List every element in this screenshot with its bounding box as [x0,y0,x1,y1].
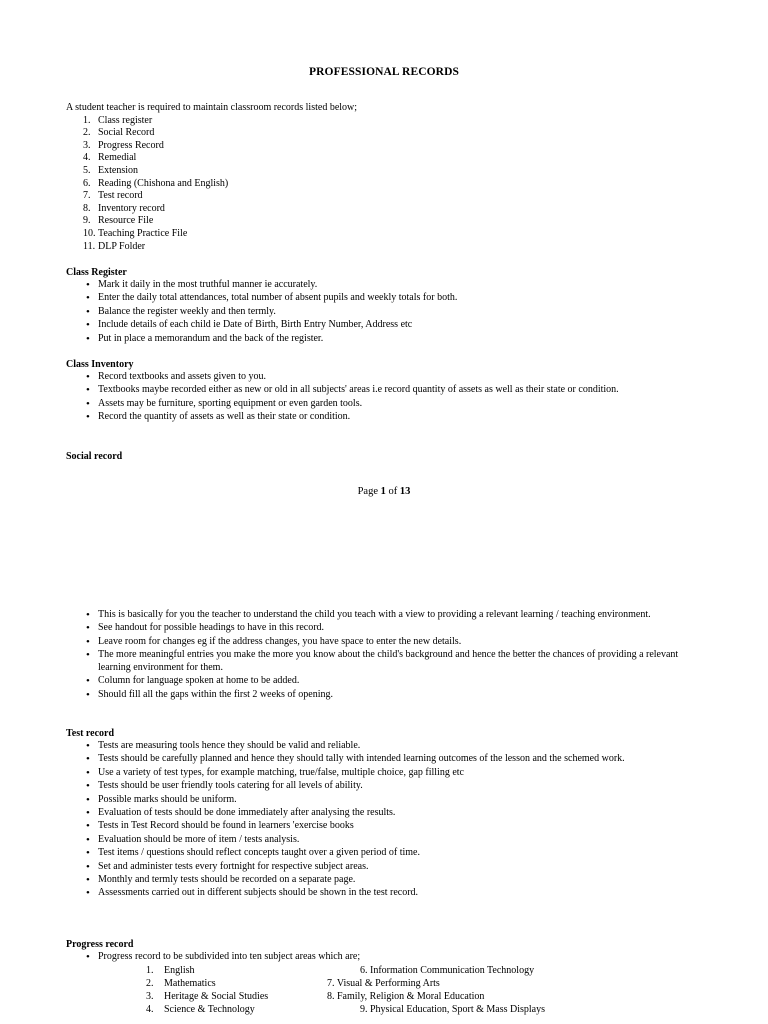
list-number: 6. [83,177,91,189]
list-number: 1. [83,114,91,126]
subject-right: 6. Information Communication Technology [360,965,535,976]
list-number: 10. [83,227,96,239]
list-text: Extension [98,164,138,176]
list-text: Reading (Chishona and English) [98,177,229,189]
list-item: • Test items / questions should reflect concepts taught over a given period of time. [66,847,706,860]
subject-row [146,977,586,990]
subject-left [146,990,268,1003]
list-item: • Include details of each child ie Date of Birth, Birth Entry Number, Address etc [66,319,706,332]
bullet-list [66,609,706,702]
bullet-list [66,740,706,900]
list-text: Class register [98,114,153,126]
list-item [66,178,706,191]
list-number: 2. [83,127,91,139]
list-item: • Possible marks should be uniform. [66,794,706,807]
subject-left [146,1003,255,1016]
list-item: • Mark it daily in the most truthful manner ie accurately. [66,279,706,292]
list-number: 4. [83,152,91,164]
section-heading: Class Inventory [66,359,134,370]
list-number: 9. [83,215,91,227]
progress-record-section [66,938,706,964]
list-number: 5. [83,164,91,176]
subject-number: 4. [146,1004,154,1015]
section-heading: Progress record [66,939,134,950]
social-record-section [66,609,706,702]
subject-name: Heritage & Social Studies [164,991,269,1002]
subjects-list [146,964,586,1016]
list-item: • Leave room for changes eg if the address changes, you have space to enter the new details. [66,636,706,649]
subject-row [146,990,586,1003]
section-heading: Test record [66,728,115,739]
list-item: • Balance the register weekly and then termly. [66,306,706,319]
records-list [66,115,706,254]
list-number: 11. [83,240,96,252]
bullet-list [66,371,706,424]
list-item [66,115,706,128]
list-item: • Tests are measuring tools hence they should be valid and reliable. [66,740,706,753]
test-record-section [66,727,706,901]
list-item: • Monthly and termly tests should be recorded on a separate page. [66,874,706,887]
intro-text: A student teacher is required to maintain classroom records listed below; [66,102,358,113]
list-item [66,215,706,228]
list-item: • This is basically for you the teacher to understand the child you teach with a view to providing a relevant learning / teaching environment. [66,609,706,622]
list-item [66,228,706,241]
section-heading: Class Register [66,267,127,278]
list-text: Test record [98,190,143,202]
list-text: Social Record [98,127,155,139]
subject-left [146,977,216,990]
list-item: • Tests in Test Record should be found in learners 'exercise books [66,820,706,833]
list-item: • Evaluation of tests should be done immediately after analysing the results. [66,807,706,820]
list-item: • Should fill all the gaps within the first 2 weeks of opening. [66,689,706,702]
intro-section [66,102,706,253]
list-text: DLP Folder [98,240,146,252]
list-text: Teaching Practice File [98,227,188,239]
subject-number: 2. [146,978,154,989]
bullet-list [66,951,706,964]
list-item [66,165,706,178]
subject-left [146,964,195,977]
list-text: Inventory record [98,202,165,214]
subject-row [146,964,586,977]
subject-right: 8. Family, Religion & Moral Education [327,991,485,1002]
list-item: • Put in place a memorandum and the back of the register. [66,333,706,346]
list-number: 3. [83,139,91,151]
page-label: Page [357,486,381,497]
class-inventory-section [66,358,706,425]
page-of: of [385,486,400,497]
list-item: • Assets may be furniture, sporting equipment or even garden tools. [66,398,706,411]
list-text: Resource File [98,215,154,227]
list-item: • Evaluation should be more of item / tests analysis. [66,834,706,847]
list-text: Remedial [98,152,137,164]
list-item [66,190,706,203]
subject-number: 3. [146,991,154,1002]
list-item [66,203,706,216]
social-record-heading-block [66,450,706,463]
document-title: PROFESSIONAL RECORDS [309,66,459,78]
bullet-list [66,279,706,345]
list-item [66,152,706,165]
subject-name: Science & Technology [164,1004,255,1015]
list-item: • Textbooks maybe recorded either as new or old in all subjects' areas i.e record quantity of assets as well as their state or condition. [66,384,706,397]
list-item: • Tests should be carefully planned and hence they should tally with intended learning outcomes of the lesson and the schemed work. [66,753,706,766]
list-item [66,140,706,153]
subject-number: 1. [146,965,154,976]
list-item: • Tests should be user friendly tools catering for all levels of ability. [66,780,706,793]
list-item: • Set and administer tests every fortnight for respective subject areas. [66,861,706,874]
page-current: 1 [380,486,386,497]
page-number [0,486,768,497]
list-item: • Use a variety of test types, for example matching, true/false, multiple choice, gap filling etc [66,767,706,780]
list-item: • The more meaningful entries you make the more you know about the child's background and hence the better the chances of providing a relevant learning environment for them. [66,649,706,675]
list-item: • Assessments carried out in different subjects should be shown in the test record. [66,887,706,900]
subject-name: Mathematics [164,978,216,989]
class-register-section [66,266,706,346]
list-item: • Record the quantity of assets as well as their state or condition. [66,411,706,424]
subject-row [146,1003,586,1016]
subject-right: 9. Physical Education, Sport & Mass Displays [360,1004,545,1015]
list-item [66,127,706,140]
list-item: • See handout for possible headings to have in this record. [66,622,706,635]
list-number: 8. [83,202,91,214]
list-text: Progress Record [98,139,164,151]
page-total: 13 [399,486,411,497]
section-heading: Social record [66,451,123,462]
list-item: • Progress record to be subdivided into ten subject areas which are; [66,951,706,964]
list-item: • Column for language spoken at home to be added. [66,675,706,688]
list-number: 7. [83,190,91,202]
list-item: • Record textbooks and assets given to you. [66,371,706,384]
list-item [66,241,706,254]
list-item: • Enter the daily total attendances, total number of absent pupils and weekly totals for both. [66,292,706,305]
subject-right: 7. Visual & Performing Arts [327,978,440,989]
subject-name: English [164,965,195,976]
